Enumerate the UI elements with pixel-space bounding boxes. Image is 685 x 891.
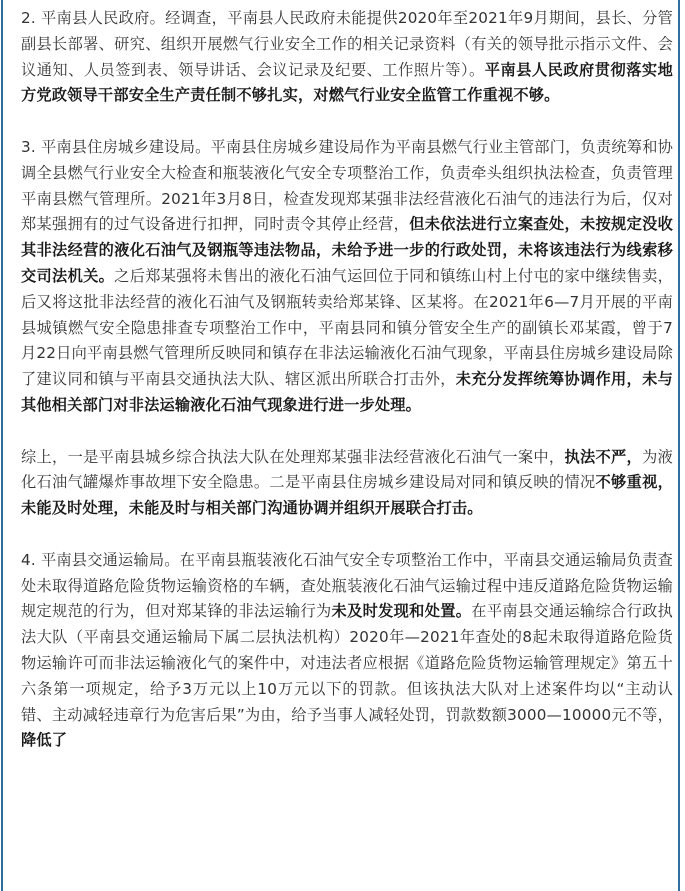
paragraph-emphasis: 执法不严， xyxy=(564,447,643,466)
paragraph-emphasis: 未及时发现和处置。 xyxy=(331,602,472,621)
paragraph-text: 在平南县交通运输综合行政执法大队（平南县交通运输局下属二层执法机构）2020年—2021年查处的8起未取得道路危险货物运输许可而非法运输液化气的案件中，对违法者应根据《道路危险货物运输管理规定》第五十六条第一项规定，给予3万元以上10万元以下的罚款。但该执法大队对上述案件均以“主动认错、主动减轻违章行为危害后果”为由，给予当事人减轻处罚，罚款数额3000—10000元不等， xyxy=(21,602,674,724)
paragraph-text: 3. 平南县住房城乡建设局。平南县住房城乡建设局作为平南县燃气行业主管部门，负责统筹和协调全县燃气行业安全大检查和瓶装液化气安全专项整治工作，负责牵头组织执法检查，负责管理平南县燃气管理所。2021年3月8日，检查发现郑某强非法经营液化石油气的违法行为后，仅对郑某强拥有的过气设备进行扣押，同时责令其停止经营， xyxy=(21,137,673,234)
paragraph-text: 2. 平南县人民政府。经调查，平南县人民政府未能提供2020年至2021年9月期间，县长、分管副县长部署、研究、组织开展燃气行业安全工作的相关记录资料（有关的领导批示指示文件、会议通知、人员签到表、领导讲话、会议记录及纪要、工作照片等）。 xyxy=(21,9,673,79)
paragraph-emphasis: 但未依法进行立案查处，未按规定没收其非法经营的液化石油气及钢瓶等违法物品，未给予进一步的行政处罚，未将该违法行为线索移交司法机关。 xyxy=(21,215,674,285)
paragraph-emphasis: 未充分发挥统筹协调作用，未与其他相关部门对非法运输液化石油气现象进行进一步处理。 xyxy=(21,370,673,414)
paragraph-text: 为液化石油气罐爆炸事故埋下安全隐患。二是平南县住房城乡建设局对同和镇反映的情况 xyxy=(21,447,674,492)
paragraph-emphasis: 平南县人民政府贯彻落实地方党政领导干部安全生产责任制不够扎实，对燃气行业安全监管工作重视不够。 xyxy=(21,60,674,105)
paragraph-text: 综上，一是平南县城乡综合执法大队在处理郑某强非法经营液化石油气一案中， xyxy=(21,447,565,466)
article-frame xyxy=(1,0,680,891)
article-body xyxy=(21,6,673,780)
paragraph-emphasis: 不够重视，未能及时处理，未能及时与相关部门沟通协调并组织开展联合打击。 xyxy=(21,473,673,518)
paragraph-emphasis: 降低了 xyxy=(21,731,68,750)
paragraph-3 xyxy=(21,445,673,522)
paragraph-text: 4. 平南县交通运输局。在平南县瓶装液化石油气安全专项整治工作中，平南县交通运输局负责查处未取得道路危险货物运输资格的车辆，查处瓶装液化石油气运输过程中违反道路危险货物运输规定规范的行为，但对郑某锋的非法运输行为 xyxy=(21,550,673,621)
paragraph-text: 之后郑某强将未售出的液化石油气运回位于同和镇练山村上付屯的家中继续售卖，后又将这批非法经营的液化石油气及钢瓶转卖给郑某锋、区某将。在2021年6—7月开展的平南县城镇燃气安全隐患排查专项整治工作中，平南县同和镇分管安全生产的副镇长邓某霞，曾于7月22日向平南县燃气管理所反映同和镇存在非法运输液化石油气现象，平南县住房城乡建设局除了建议同和镇与平南县交通执法大队、辖区派出所联合打击外， xyxy=(21,266,674,389)
paragraph-1 xyxy=(21,6,673,109)
paragraph-2 xyxy=(21,135,673,419)
paragraph-4 xyxy=(21,548,673,754)
